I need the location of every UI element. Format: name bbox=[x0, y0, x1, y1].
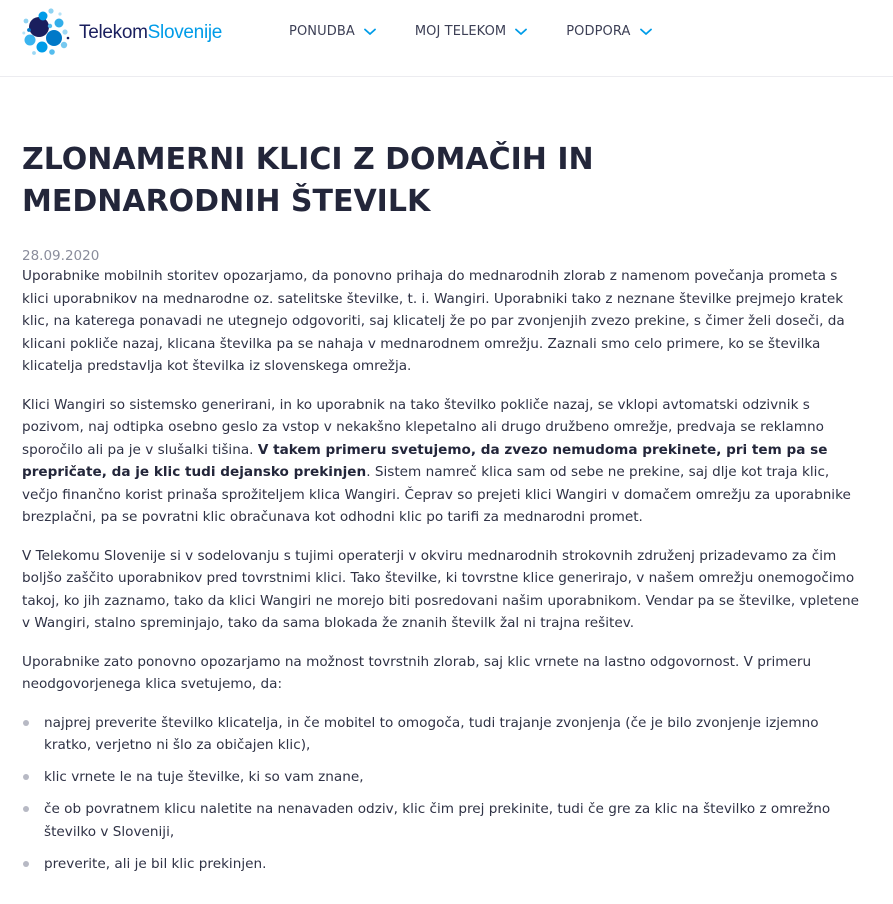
list-item-text: preverite, ali je bil klic prekinjen. bbox=[44, 855, 267, 872]
paragraph-bold-advice: V takem primeru svetujemo, da zvezo nemudoma prekinete, pri tem pa se prepričate, da je klic tudi dejansko prekinjen bbox=[22, 441, 828, 480]
brand-name-part1: Telekom bbox=[79, 21, 148, 43]
brand-name-part2: Slovenije bbox=[147, 21, 223, 43]
article-date: 28.09.2020 bbox=[22, 248, 100, 264]
list-item bbox=[22, 853, 862, 876]
nav-item-moj-telekom[interactable] bbox=[415, 24, 527, 40]
nav-item-label: PONUDBA bbox=[289, 24, 355, 39]
article-paragraph-2 bbox=[22, 394, 862, 529]
list-item-text: če ob povratnem klicu naletite na nenavaden odziv, klic čim prej prekinite, tudi če gre za klic na številko z omrežno številko v Sloveniji, bbox=[44, 801, 831, 840]
bullet-icon bbox=[23, 774, 29, 780]
article-title: ZLONAMERNI KLICI Z DOMAČIH IN MEDNARODNIH ŠTEVILK bbox=[22, 142, 594, 219]
paragraph-text: . Sistem namreč klica sam od sebe ne prekine, saj dlje kot traja klic, večjo finančno korist prinaša sprožiteljem klica Wangiri. Čeprav so prejeti klici Wangiri v domačem omrežju za uporabnike brezplačni, pa se povratni klic obračunava kot odhodni klic po tarifi za mednarodni promet. bbox=[22, 464, 851, 525]
nav-item-ponudba[interactable] bbox=[289, 24, 376, 40]
nav-item-label: MOJ TELEKOM bbox=[414, 24, 507, 39]
nav-item-label: PODPORA bbox=[566, 24, 631, 39]
list-item-text: klic vrnete le na tuje številke, ki so vam znane, bbox=[44, 769, 364, 785]
chevron-down-icon bbox=[515, 28, 527, 36]
article-paragraph-4: Uporabnike zato ponovno opozarjamo na možnost tovrstnih zlorab, saj klic vrnete na lastno odgovornost. V primeru neodgovorjenega klica svetujemo, da: bbox=[22, 653, 812, 692]
chevron-down-icon bbox=[364, 28, 376, 36]
list-item bbox=[22, 712, 862, 757]
advice-list bbox=[22, 712, 862, 876]
chevron-down-icon bbox=[640, 28, 652, 36]
article-paragraph-3: V Telekomu Slovenije si v sodelovanju s tujimi operaterji v okviru mednarodnih strokovnih združenj prizadevamo za čim boljšo zaščito uporabnikov pred tovrstnimi klici. Tako številke, ki tovrstne klice generirajo, v našem omrežju onemogočimo takoj, ko jih zaznamo, tako da klici Wangiri ne morejo biti posredovani našim uporabnikom. Vendar pa se številke, vpletene v Wangiri, stalno spreminjajo, tako da sama blokada že znanih številk žal ni trajna rešitev. bbox=[22, 547, 859, 631]
nav-item-podpora[interactable] bbox=[566, 24, 651, 40]
telekom-slovenije-logo[interactable] bbox=[21, 7, 222, 57]
brand-name bbox=[79, 23, 222, 42]
paragraph-text: Klici Wangiri so sistemsko generirani, in ko uporabnik na tako številko pokliče nazaj, se vklopi avtomatski odzivnik s pozivom, naj odtipka osebno geslo za vstop v nekakšno klepetalno ali drugo družbeno omrežje, predvaja se reklamno sporočilo ali pa je v slušalki tišina. bbox=[22, 396, 824, 458]
article bbox=[22, 139, 862, 885]
main-nav bbox=[289, 24, 691, 40]
telekom-bubbles-logo-icon bbox=[21, 7, 71, 57]
bullet-icon bbox=[23, 720, 29, 726]
list-item bbox=[22, 766, 862, 789]
list-item bbox=[22, 798, 862, 843]
article-paragraph-1: Uporabnike mobilnih storitev opozarjamo, da ponovno prihaja do mednarodnih zlorab z namenom povečanja prometa s klici uporabnikov na mednarodne oz. satelitske številke, t. i. Wangiri. Uporabniki tako z neznane številke prejmejo kratek klic, na katerega ponavadi ne utegnejo odgovoriti, saj klicatelj že po par zvonjenjih zvezo prekine, s čimer želi doseči, da klicani pokliče nazaj, klicana številka pa se nahaja v mednarodnem omrežju. Zaznali smo celo primere, ko se številka klicatelja predstavlja kot številka iz slovenskega omrežja. bbox=[22, 268, 845, 374]
list-item-text: najprej preverite številko klicatelja, in če mobitel to omogoča, tudi trajanje zvonjenja (če je bilo zvonjenje izjemno kratko, verjetno ni šlo za običajen klic), bbox=[44, 714, 819, 753]
site-header bbox=[0, 0, 893, 77]
bullet-icon bbox=[23, 806, 29, 812]
bullet-icon bbox=[23, 861, 29, 867]
